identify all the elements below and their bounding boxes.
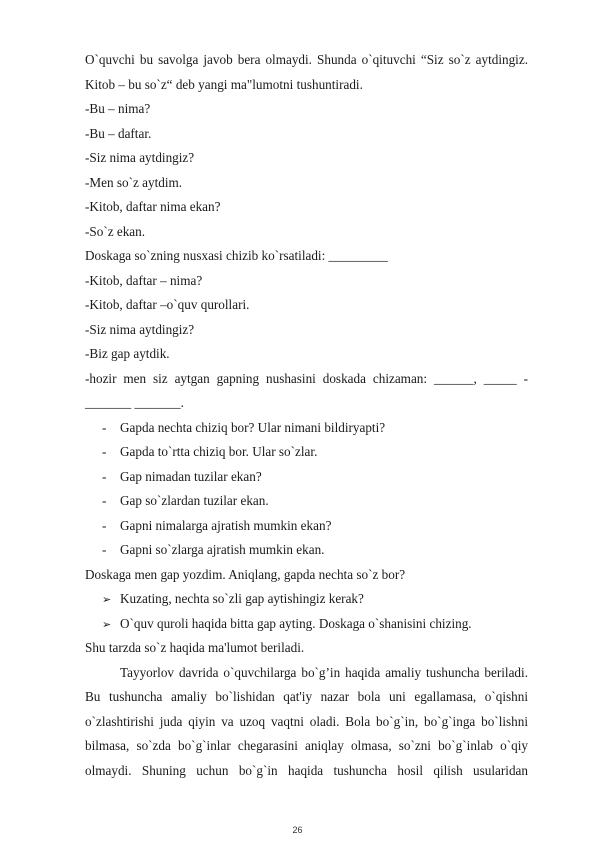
dash-bullet: -: [102, 444, 107, 459]
arrow-bullet-icon: ➢: [102, 618, 112, 631]
list-item: [102, 591, 364, 608]
list-item-text: Gapda nechta chiziq bor? Ular nimani bildiryapti?: [120, 420, 386, 435]
paragraph-line: olmaydi. Shuning uchun bo`g`in haqida tushuncha hosil qilish usularidan: [85, 763, 528, 778]
list-item-text: Gap so`zlardan tuzilar ekan.: [120, 493, 269, 508]
paragraph-line: o`zlashtirishi juda qiyin va uzoq vaqtni oladi. Bola bo`g`in, bo`g`inga bo`lishni: [85, 714, 528, 729]
paragraph-line: Shu tarzda so`z haqida ma'lumot beriladi.: [85, 640, 305, 655]
dialogue-line: -Kitob, daftar –o`quv qurollari.: [85, 297, 250, 312]
arrow-bullet-icon: ➢: [102, 593, 112, 606]
dialogue-line: -hozir men siz aytgan gapning nushasini doskada chizaman: ______, _____ -: [85, 371, 528, 386]
paragraph-line: Tayyorlov davrida o`quvchilarga bo`g’in haqida amaliy tushuncha beriladi.: [120, 665, 528, 680]
dialogue-line: -So`z ekan.: [85, 224, 146, 239]
paragraph-line: bilmasa, so`zda bo`g`inlar chegarasini aniqlay olmasa, so`zni bo`g`inlab o`qiy: [85, 738, 528, 753]
list-item: [102, 444, 317, 460]
list-item-text: Gap nimadan tuzilar ekan?: [120, 469, 262, 484]
list-item: [102, 493, 269, 509]
paragraph-line: Kitob – bu so`z“ deb yangi ma"lumotni tushuntiradi.: [85, 77, 363, 92]
page-number: 26: [292, 825, 303, 835]
list-item: [102, 616, 472, 633]
dash-bullet: -: [102, 469, 107, 484]
list-item: [102, 469, 262, 485]
paragraph-line: Doskaga men gap yozdim. Aniqlang, gapda nechta so`z bor?: [85, 567, 406, 582]
dialogue-line: -Biz gap aytdik.: [85, 346, 170, 361]
dash-bullet: -: [102, 542, 107, 557]
dialogue-line: -Bu – daftar.: [85, 126, 152, 141]
list-item: [102, 420, 385, 436]
dash-bullet: -: [102, 493, 107, 508]
paragraph-line: O`quvchi bu savolga javob bera olmaydi. Shunda o`qituvchi “Siz so`z aytdingiz.: [85, 52, 528, 67]
list-item-text: Gapni so`zlarga ajratish mumkin ekan.: [120, 542, 325, 557]
list-item-text: Gapni nimalarga ajratish mumkin ekan?: [120, 518, 332, 533]
dialogue-line: -Kitob, daftar nima ekan?: [85, 199, 221, 214]
dialogue-line: _______ _______.: [85, 395, 184, 410]
list-item-text: Gapda to`rtta chiziq bor. Ular so`zlar.: [120, 444, 318, 459]
list-item-text: O`quv quroli haqida bitta gap ayting. Doskaga o`shanisini chizing.: [120, 616, 472, 631]
list-item: [102, 518, 331, 534]
list-item-text: Kuzating, nechta so`zli gap aytishingiz kerak?: [120, 591, 364, 606]
paragraph-line: Bu tushuncha amaliy bo`lishidan qat'iy nazar bola uni egallamasa, o`qishni: [85, 689, 528, 704]
dialogue-line: -Kitob, daftar – nima?: [85, 273, 203, 288]
dialogue-line: -Men so`z aytdim.: [85, 175, 183, 190]
list-item: [102, 542, 324, 558]
dialogue-line: -Siz nima aytdingiz?: [85, 322, 195, 337]
dash-bullet: -: [102, 420, 107, 435]
dialogue-line: -Bu – nima?: [85, 101, 151, 116]
dialogue-line: -Siz nima aytdingiz?: [85, 150, 195, 165]
dialogue-line: Doskaga so`zning nusxasi chizib ko`rsatiladi: _________: [85, 248, 388, 263]
dash-bullet: -: [102, 518, 107, 533]
